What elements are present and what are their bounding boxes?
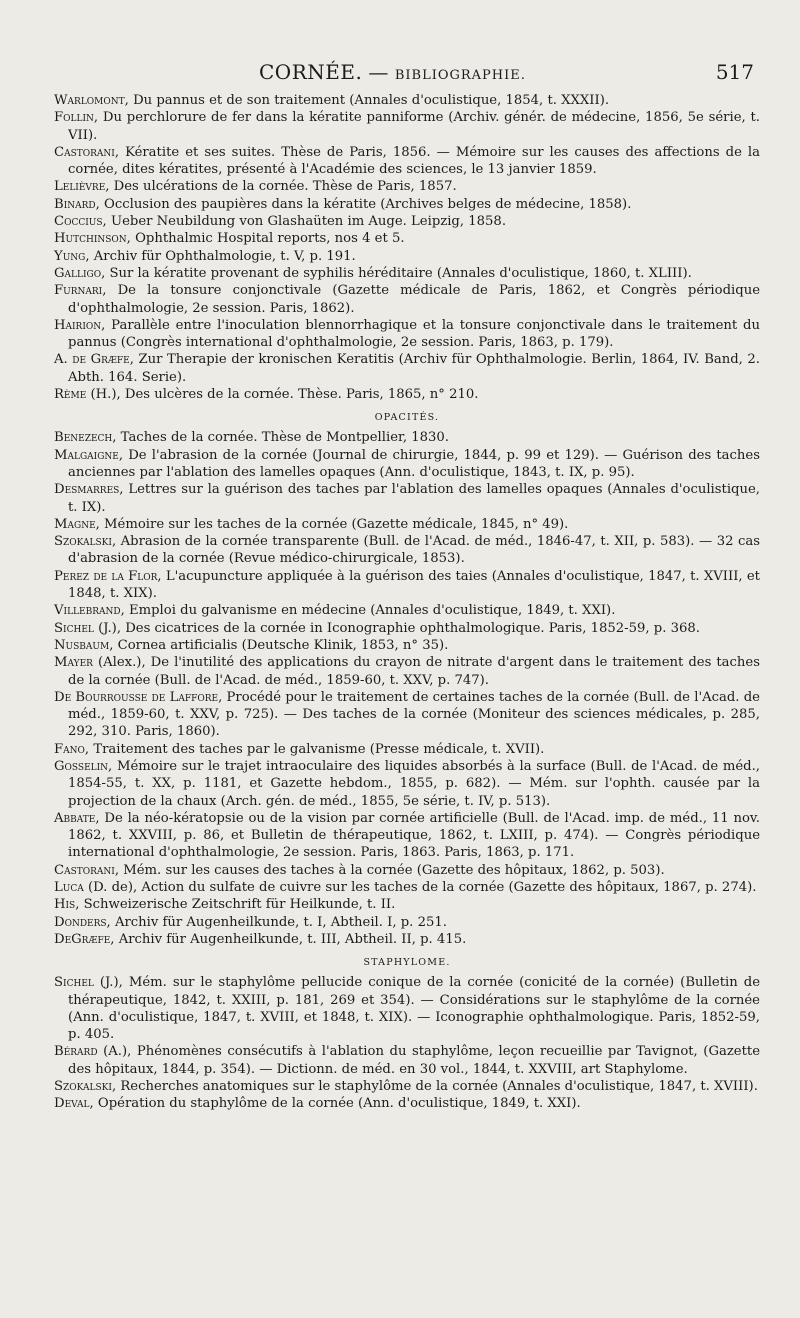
reference-entry <box>54 758 760 810</box>
reference-entry <box>54 265 760 282</box>
reference-text: (J.), Mém. sur le staphylôme pellucide conique de la cornée (conicité de la cornée) (Bulletin de thérapeutique, 1842, t. XXIII, p. 181, 269 et 354). — Considérations sur le staphylôme de la cornée (Ann. d'oculistique, 1847, t. XVIII, et 1848, t. XIX). — Iconographie ophthalmologique. Paris, 1852-59, p. 405. <box>68 975 760 1043</box>
reference-author: Fano, <box>54 741 90 757</box>
reference-author: Luca <box>54 880 84 896</box>
reference-entry <box>54 1095 760 1112</box>
reference-text: Mémoire sur les taches de la cornée (Gazette médicale, 1845, n° 49). <box>104 516 569 532</box>
reference-author: Lelièvre, <box>54 179 110 195</box>
reference-entry <box>54 602 760 619</box>
reference-entry <box>54 213 760 230</box>
reference-entry <box>54 914 760 931</box>
reference-text: Taches de la cornée. Thèse de Montpellier, 1830. <box>120 430 449 446</box>
reference-entry <box>54 178 760 195</box>
reference-author: Rème <box>54 387 87 403</box>
reference-author: Binard, <box>54 196 100 212</box>
reference-entry <box>54 879 760 896</box>
reference-entry <box>54 1078 760 1095</box>
reference-entry <box>54 351 760 386</box>
reference-text: Ophthalmic Hospital reports, nos 4 et 5. <box>135 231 405 247</box>
reference-author: Hutchinson, <box>54 231 131 247</box>
reference-author: Castorani, <box>54 862 120 878</box>
reference-author: Perez de la Flor, <box>54 568 162 584</box>
reference-entry <box>54 92 760 109</box>
title-dash: — <box>368 60 389 84</box>
reference-author: Szokalski, <box>54 534 117 550</box>
reference-author: Mayer <box>54 655 93 671</box>
reference-entry <box>54 1043 760 1078</box>
reference-text: De la néo-kératopsie ou de la vision par cornée artificielle (Bull. de l'Acad. imp. de méd., 11 nov. 1862, t. XXVIII, p. 86, et Bulletin de thérapeutique, 1862, t. LXIII, p. 474). — Congrès périodique international d'ophthalmologie, 2e session. Paris, 1863. Paris, 1863, p. 171. <box>68 810 760 861</box>
reference-list-staphylome <box>54 974 760 1112</box>
reference-entry <box>54 862 760 879</box>
reference-list-keratite <box>54 92 760 403</box>
reference-text: Cornea artificialis (Deutsche Klinik, 1853, n° 35). <box>117 637 449 653</box>
reference-text: L'acupuncture appliquée à la guérison des taies (Annales d'oculistique, 1847, t. XVIII, et 1848, t. XIX). <box>68 568 760 602</box>
reference-author: Furnari, <box>54 283 107 299</box>
reference-author: Coccius, <box>54 214 107 230</box>
reference-author: Benezech, <box>54 430 117 446</box>
reference-entry <box>54 317 760 352</box>
reference-entry <box>54 481 760 516</box>
section-subtitle: BIBLIOGRAPHIE. <box>394 68 526 83</box>
reference-text: Mémoire sur le trajet intraoculaire des liquides absorbés à la surface (Bull. de l'Acad. de méd., 1854-55, t. XX, p. 1181, et Gazette hebdom., 1855, p. 682). — Mém. sur l'ophth. causée par la projection de la chaux (Arch. gén. de méd., 1855, 5e série, t. IV, p. 513). <box>68 758 760 809</box>
reference-text: Zur Therapie der kronischen Keratitis (Archiv für Ophthalmologie. Berlin, 1864, IV. Band, 2. Abth. 164. Serie). <box>68 352 760 385</box>
page-number: 517 <box>715 60 754 84</box>
reference-text: Mém. sur les causes des taches à la cornée (Gazette des hôpitaux, 1862, p. 503). <box>123 862 665 878</box>
running-title <box>259 60 526 84</box>
reference-entry <box>54 620 760 637</box>
reference-author: Bérard <box>54 1044 98 1060</box>
reference-text: Ueber Neubildung von Glashaüten im Auge. Leipzig, 1858. <box>110 214 507 230</box>
reference-text: Emploi du galvanisme en médecine (Annales d'oculistique, 1849, t. XXI). <box>128 603 616 619</box>
reference-text: (Alex.), De l'inutilité des applications du crayon de nitrate d'argent dans le traitement des taches de la cornée (Bull. de l'Acad. de méd., 1859-60, t. XXV, p. 747). <box>68 655 760 688</box>
reference-author: Follin, <box>54 110 99 126</box>
reference-author: Castorani, <box>54 144 120 160</box>
reference-author: DeGræfe, <box>54 931 115 947</box>
reference-entry <box>54 282 760 317</box>
reference-text: Lettres sur la guérison des taches par l'ablation des lamelles opaques (Annales d'oculistique, t. IX). <box>68 482 760 515</box>
reference-author: Desmarres, <box>54 482 124 498</box>
reference-author: Sichel <box>54 975 94 991</box>
reference-text: Parallèle entre l'inoculation blennorrhagique et la tonsure conjonctivale dans le traitement du pannus (Congrès international d'ophthalmologie, 2e session. Paris, 1863, p. 179). <box>68 317 760 351</box>
reference-text: Du pannus et de son traitement (Annales d'oculistique, 1854, t. XXXII). <box>133 93 610 108</box>
reference-text: Des ulcérations de la cornée. Thèse de Paris, 1857. <box>113 179 457 195</box>
reference-author: Villebrand, <box>54 603 125 619</box>
reference-entry <box>54 196 760 213</box>
reference-entry <box>54 896 760 913</box>
reference-author: A. de Græfe, <box>54 352 134 368</box>
reference-author: Nusbaum, <box>54 637 114 653</box>
reference-text: Sur la kératite provenant de syphilis héréditaire (Annales d'oculistique, 1860, t. XLIII). <box>109 265 692 281</box>
reference-text: (J.), Des cicatrices de la cornée in Iconographie ophthalmologique. Paris, 1852-59, p. 368. <box>98 620 700 636</box>
reference-entry <box>54 689 760 741</box>
reference-text: Abrasion de la cornée transparente (Bull. de l'Acad. de méd., 1846-47, t. XII, p. 583). — 32 cas d'abrasion de la cornée (Revue médico-chirurgicale, 1853). <box>68 534 760 567</box>
reference-entry <box>54 654 760 689</box>
reference-author: Abbate, <box>54 810 100 826</box>
reference-list-opacites <box>54 429 760 948</box>
reference-text: De l'abrasion de la cornée (Journal de chirurgie, 1844, p. 99 et 129). — Guérison des taches anciennes par l'ablation des lamelles opaques (Ann. d'oculistique, 1843, t. IX, p. 95). <box>68 447 760 480</box>
reference-entry <box>54 741 760 758</box>
reference-entry <box>54 429 760 446</box>
reference-text: Recherches anatomiques sur le staphylôme de la cornée (Annales d'oculistique, 1847, t. XVIII). <box>120 1079 758 1095</box>
reference-text: Du perchlorure de fer dans la kératite panniforme (Archiv. génér. de médecine, 1856, 5e série, t. VII). <box>68 110 760 143</box>
reference-entry <box>54 386 760 403</box>
reference-author: Deval, <box>54 1096 94 1112</box>
section-heading-staphylome: STAPHYLOME. <box>363 957 451 969</box>
reference-entry <box>54 568 760 603</box>
reference-text: De la tonsure conjonctivale (Gazette médicale de Paris, 1862, et Congrès périodique d'ophthalmologie, 2e session. Paris, 1862). <box>68 283 760 316</box>
reference-text: (A.), Phénomènes consécutifs à l'ablation du staphylôme, leçon recueillie par Tavignot, (Gazette des hôpitaux, 1844, p. 354). — Dictionn. de méd. en 30 vol., 1844, t. XXVIII, art Staphylome. <box>68 1044 760 1077</box>
reference-text: Archiv für Augenheilkunde, t. III, Abtheil. II, p. 415. <box>118 931 467 947</box>
reference-author: Magne, <box>54 516 100 532</box>
reference-entry <box>54 230 760 247</box>
reference-author: Hairion, <box>54 317 106 333</box>
reference-author: Galligo, <box>54 265 106 281</box>
reference-entry <box>54 144 760 179</box>
reference-text: Schweizerische Zeitschrift für Heilkunde, t. II. <box>83 897 396 913</box>
reference-text: Archiv für Augenheilkunde, t. I, Abtheil. I, p. 251. <box>114 914 447 930</box>
reference-entry <box>54 931 760 948</box>
chapter-title: CORNÉE. <box>259 60 363 84</box>
reference-entry <box>54 516 760 533</box>
reference-entry <box>54 974 760 1043</box>
running-header <box>54 60 760 92</box>
reference-author: Sichel <box>54 620 94 636</box>
reference-text: Archiv für Ophthalmologie, t. V, p. 191. <box>93 248 356 264</box>
reference-entry <box>54 810 760 862</box>
reference-author: Donders, <box>54 914 111 930</box>
reference-entry <box>54 447 760 482</box>
reference-author: De Bourrousse de Laffore, <box>54 689 223 705</box>
reference-text: Kératite et ses suites. Thèse de Paris, 1856. — Mémoire sur les causes des affections de la cornée, dites kératites, présenté à l'Académie des sciences, le 13 janvier 1859. <box>68 144 760 178</box>
reference-text: Opération du staphylôme de la cornée (Ann. d'oculistique, 1849, t. XXI). <box>97 1096 581 1112</box>
reference-author: Malgaigne, <box>54 447 124 463</box>
reference-text: Procédé pour le traitement de certaines taches de la cornée (Bull. de l'Acad. de méd., 1859-60, t. XXV, p. 725). — Des taches de la cornée (Moniteur des sciences médicales, p. 285, 292, 310. Paris, 1860). <box>68 689 760 740</box>
reference-entry <box>54 248 760 265</box>
reference-entry <box>54 109 760 144</box>
section-heading-opacites: OPACITÉS. <box>374 412 440 424</box>
reference-author: Gosselin, <box>54 758 113 774</box>
reference-author: Yung, <box>54 248 90 264</box>
reference-author: His, <box>54 897 80 913</box>
reference-text: (H.), Des ulcères de la cornée. Thèse. Paris, 1865, n° 210. <box>90 387 479 403</box>
reference-author: Warlomont, <box>54 93 129 108</box>
reference-author: Szokalski, <box>54 1079 117 1095</box>
reference-text: Occlusion des paupières dans la kératite (Archives belges de médecine, 1858). <box>104 196 632 212</box>
reference-entry <box>54 533 760 568</box>
reference-text: (D. de), Action du sulfate de cuivre sur les taches de la cornée (Gazette des hôpitaux, 1867, p. 274). <box>87 880 757 896</box>
reference-text: Traitement des taches par le galvanisme (Presse médicale, t. XVII). <box>93 741 545 757</box>
reference-entry <box>54 637 760 654</box>
